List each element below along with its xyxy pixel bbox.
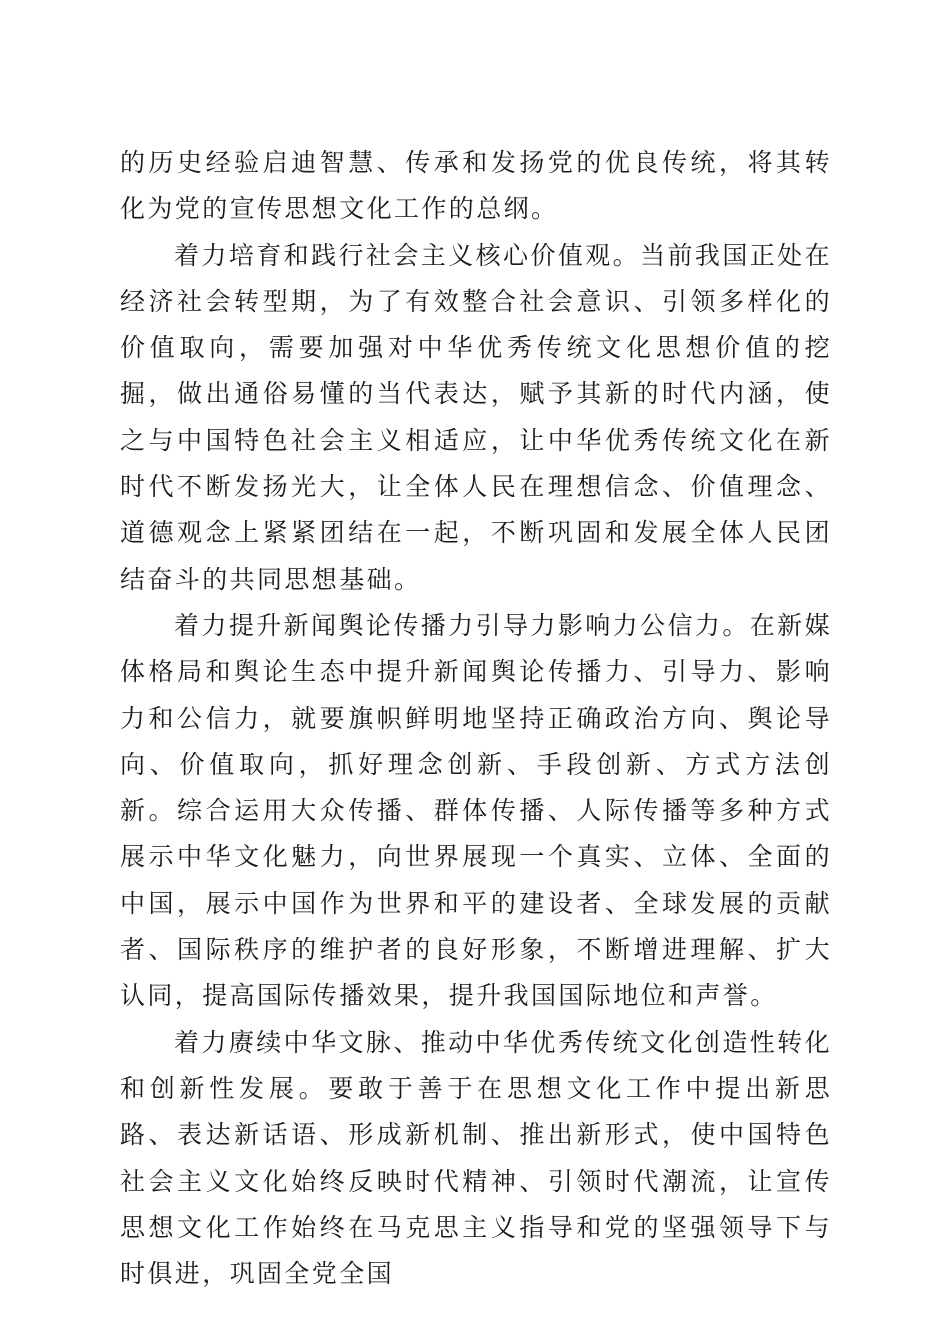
paragraph-core-values: 着力培育和践行社会主义核心价值观。当前我国正处在经济社会转型期，为了有效整合社会意识、引领多样化的价值取向，需要加强对中华优秀传统文化思想价值的挖掘，做出通俗易懂的当代表达，赋予其新的时代内涵，使之与中国特色社会主义相适应，让中华优秀传统文化在新时代不断发扬光大，让全体人民在理想信念、价值理念、道德观念上紧紧团结在一起，不断巩固和发展全体人民团结奋斗的共同思想基础。 (120, 240, 832, 594)
paragraph-continuation: 的历史经验启迪智慧、传承和发扬党的优良传统，将其转化为党的宣传思想文化工作的总纲。 (120, 148, 832, 224)
paragraph-cultural-heritage: 着力赓续中华文脉、推动中华优秀传统文化创造性转化和创新性发展。要敢于善于在思想文化工作中提出新思路、表达新话语、形成新机制、推出新形式，使中国特色社会主义文化始终反映时代精神、引领时代潮流，让宣传思想文化工作始终在马克思主义指导和党的坚强领导下与时俱进，巩固全党全国 (120, 1027, 832, 1289)
paragraph-news-communication: 着力提升新闻舆论传播力引导力影响力公信力。在新媒体格局和舆论生态中提升新闻舆论传播力、引导力、影响力和公信力，就要旗帜鲜明地坚持正确政治方向、舆论导向、价值取向，抓好理念创新、手段创新、方式方法创新。综合运用大众传播、群体传播、人际传播等多种方式展示中华文化魅力，向世界展现一个真实、立体、全面的中国，展示中国作为世界和平的建设者、全球发展的贡献者、国际秩序的维护者的良好形象，不断增进理解、扩大认同，提高国际传播效果，提升我国国际地位和声誉。 (120, 610, 832, 1011)
document-page (120, 140, 832, 1297)
